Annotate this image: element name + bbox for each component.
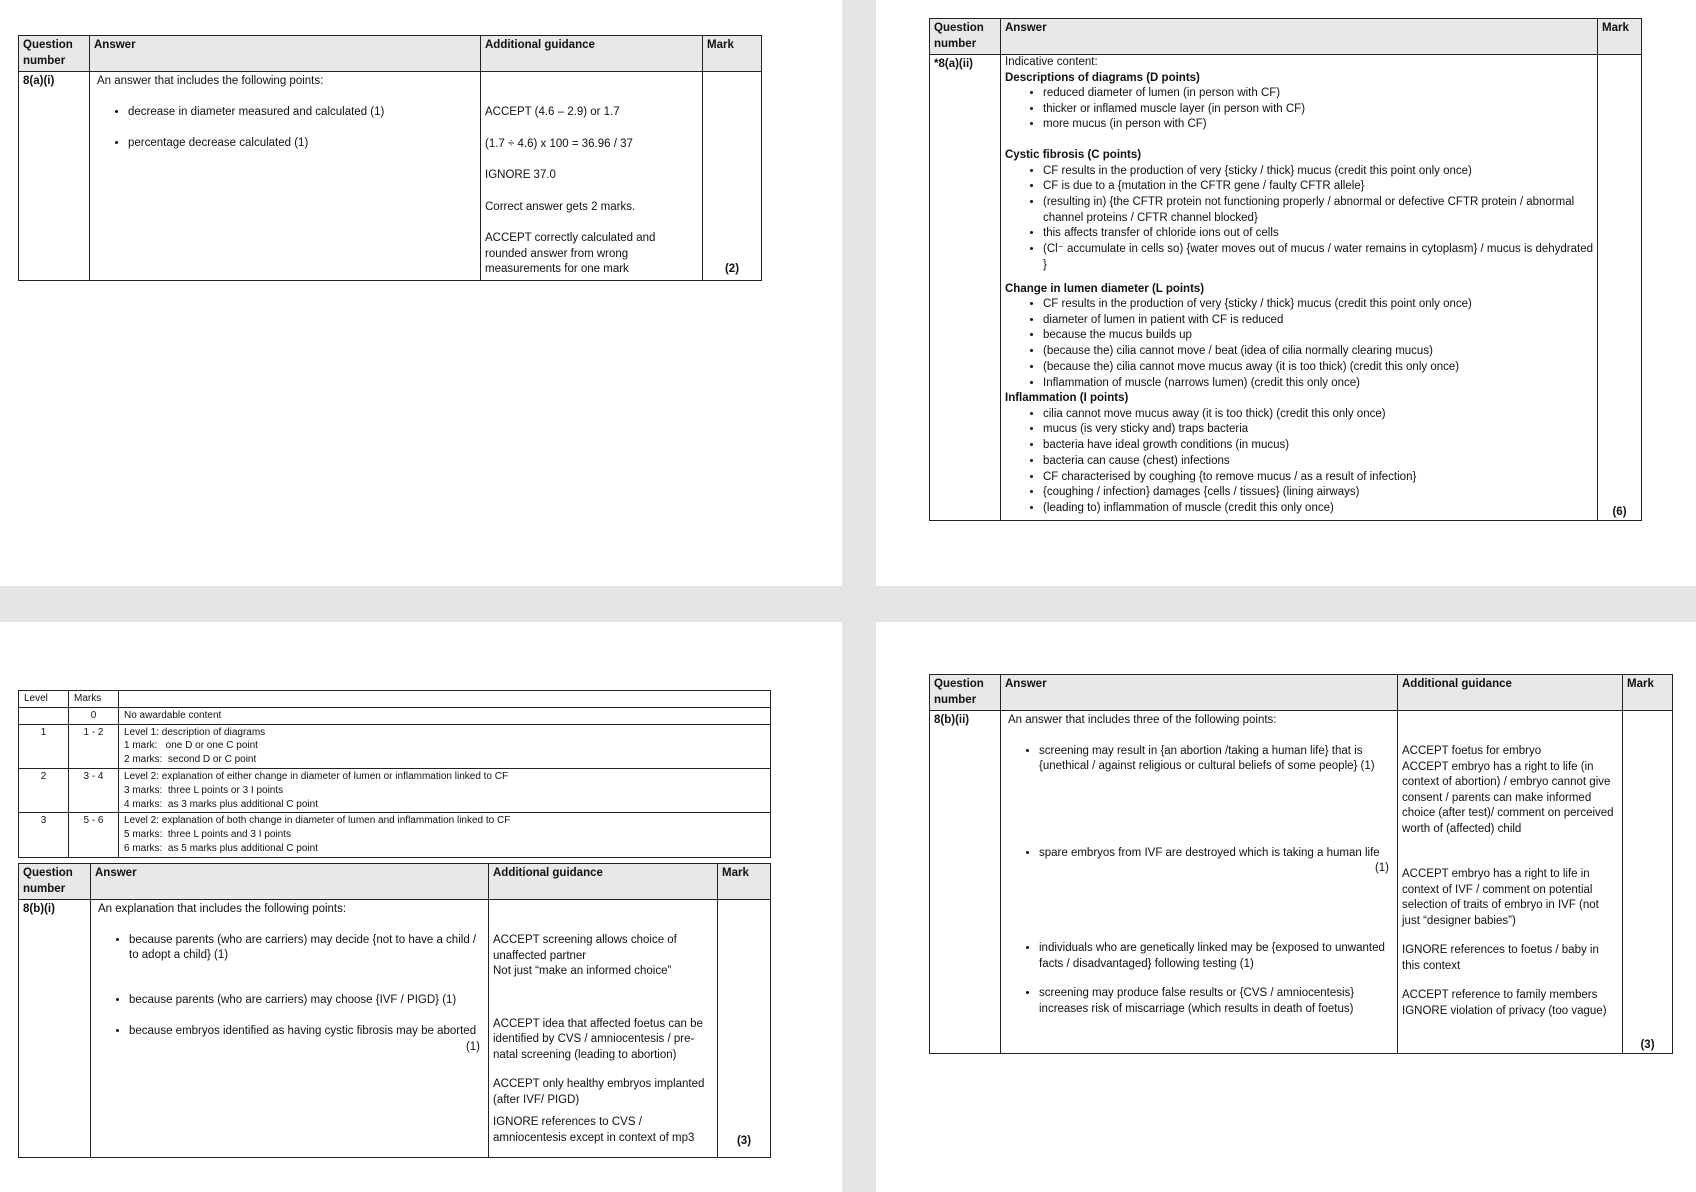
guidance-line: ACCEPT (4.6 – 2.9) or 1.7 — [485, 106, 620, 118]
answer-point-text: spare embryos from IVF are destroyed which is taking a human life — [1039, 846, 1380, 859]
mark-scheme-table-8ai — [18, 35, 762, 281]
answer-intro: An answer that includes three of the following points: — [1008, 714, 1277, 726]
indicative-point: • cilia cannot move mucus away (it is too thick) (credit this only once) — [1043, 407, 1593, 423]
descriptor-line: Level 2: explanation of either change in diameter of lumen or inflammation linked to CF — [124, 770, 509, 782]
guidance-line: ACCEPT reference to family members — [1402, 989, 1598, 1001]
descriptor-line: No awardable content — [124, 709, 222, 721]
header-question-number: Question number — [930, 675, 1001, 711]
descriptor-line: 1 mark: one D or one C point — [124, 740, 258, 752]
answer-point: • decrease in diameter measured and calculated (1) — [128, 105, 476, 121]
guidance-line: IGNORE references to foetus / baby in this context — [1402, 944, 1599, 972]
answer-cell — [1001, 711, 1398, 1054]
answer-point: • percentage decrease calculated (1) — [128, 136, 476, 152]
header-mark: Mark — [1598, 19, 1642, 55]
question-number: 8(b)(i) — [19, 900, 91, 1158]
section-title-d-points: Descriptions of diagrams (D points) — [1005, 71, 1200, 84]
guidance-line: IGNORE violation of privacy (too vague) — [1402, 1004, 1607, 1017]
indicative-point: • CF results in the production of very {sticky / thick} mucus (credit this point only once) — [1043, 297, 1593, 313]
page-8aii — [876, 0, 1696, 586]
level-cell — [19, 707, 69, 724]
mark-value: (3) — [1640, 1038, 1655, 1051]
section-title-l-points: Change in lumen diameter (L points) — [1005, 282, 1205, 295]
indicative-point: • (because the) cilia cannot move / beat (idea of cilia normally clearing mucus) — [1043, 344, 1593, 360]
guidance-line: IGNORE references to CVS / amniocentesis except in context of mp3 — [493, 1116, 695, 1144]
mark-cell — [718, 900, 771, 1158]
mark-cell — [1623, 711, 1673, 1054]
answer-point — [1039, 846, 1389, 874]
descriptor-line: Level 2: explanation of both change in diameter of lumen and inflammation linked to CF — [124, 815, 511, 827]
section-title-i-points: Inflammation (I points) — [1005, 392, 1129, 405]
answer-point: • screening may produce false results or {CVS / amniocentesis} increases risk of miscarriage (which results in death of foetus) — [1039, 986, 1389, 1017]
indicative-point: • because the mucus builds up — [1043, 328, 1593, 344]
guidance-line: Not just “make an informed choice” — [493, 965, 672, 977]
levels-header-marks: Marks — [69, 691, 119, 708]
indicative-point: • diameter of lumen in patient with CF is reduced — [1043, 313, 1593, 329]
answer-point-text: because embryos identified as having cystic fibrosis may be aborted — [129, 1025, 477, 1037]
answer-point-mark: (1) — [1374, 862, 1389, 874]
level-cell: 1 — [19, 724, 69, 768]
header-question-number: Question number — [19, 36, 90, 72]
page-levels-8bi — [0, 622, 842, 1192]
mark-scheme-table-8bii — [929, 674, 1673, 1054]
header-answer: Answer — [91, 864, 489, 900]
descriptor-cell — [119, 768, 771, 812]
descriptor-line: 3 marks: three L points or 3 I points — [124, 784, 284, 796]
descriptor-line: Level 1: description of diagrams — [124, 726, 266, 738]
marks-cell: 0 — [69, 707, 119, 724]
guidance-line: IGNORE 37.0 — [485, 169, 556, 181]
indicative-point: • (because the) cilia cannot move mucus away (it is too thick) (credit this only once) — [1043, 360, 1593, 376]
indicative-point: • (leading to) inflammation of muscle (credit this only once) — [1043, 501, 1593, 517]
header-guidance: Additional guidance — [1398, 675, 1623, 711]
header-answer: Answer — [1001, 675, 1398, 711]
answer-intro: Indicative content: — [1005, 56, 1098, 68]
answer-point-mark: (1) — [465, 1040, 480, 1053]
answer-cell — [1001, 55, 1598, 521]
answer-point: • screening may result in {an abortion /taking a human life} that is {unethical / against religious or cultural beliefs of some people} (1) — [1039, 744, 1389, 775]
marks-cell: 3 - 4 — [69, 768, 119, 812]
descriptor-line: 2 marks: second D or C point — [124, 754, 257, 766]
levels-header-level: Level — [19, 691, 69, 708]
levels-header-descriptor — [119, 691, 771, 708]
answer-cell — [91, 900, 489, 1158]
mark-scheme-table-8aii — [929, 18, 1642, 521]
marks-cell: 1 - 2 — [69, 724, 119, 768]
indicative-point: • CF characterised by coughing {to remove mucus / as a result of infection} — [1043, 470, 1593, 486]
header-answer: Answer — [1001, 19, 1598, 55]
guidance-line: ACCEPT only healthy embryos implanted (after IVF/ PIGD) — [493, 1078, 705, 1106]
answer-cell — [90, 72, 481, 281]
indicative-point: • {coughing / infection} damages {cells / tissues} (lining airways) — [1043, 485, 1593, 501]
answer-intro: An explanation that includes the following points: — [98, 903, 347, 915]
guidance-line: ACCEPT embryo has a right to life (in context of abortion) / embryo cannot give consent / parents can make informed choice (after test)/ comment on perceived worth of (affected) child — [1402, 760, 1614, 835]
mark-scheme-table-8bi — [18, 863, 771, 1158]
header-question-number: Question number — [930, 19, 1001, 55]
indicative-point: • bacteria can cause (chest) infections — [1043, 454, 1593, 470]
question-number: 8(a)(i) — [19, 72, 90, 281]
indicative-point: • (resulting in) {the CFTR protein not functioning properly / abnormal or defective CFTR protein / abnormal channel proteins / CFTR channel blocked} — [1043, 195, 1593, 226]
guidance-line: ACCEPT embryo has a right to life in context of IVF / comment on potential selection of traits of embryo in IVF (not just “designer babies”) — [1402, 868, 1599, 927]
header-mark: Mark — [718, 864, 771, 900]
indicative-point: • mucus (is very sticky and) traps bacteria — [1043, 422, 1593, 438]
mark-value: (6) — [1612, 505, 1627, 518]
guidance-line: Correct answer gets 2 marks. — [485, 200, 636, 213]
indicative-point: • thicker or inflamed muscle layer (in person with CF) — [1043, 102, 1593, 118]
answer-point: • individuals who are genetically linked may be {exposed to unwanted facts / disadvantaged} following testing (1) — [1039, 941, 1389, 972]
page-8ai — [0, 0, 842, 586]
levels-table — [18, 690, 771, 858]
guidance-line: ACCEPT idea that affected foetus can be identified by CVS / amniocentesis / pre-natal screening (leading to abortion) — [493, 1017, 703, 1061]
mark-value: (3) — [736, 1134, 752, 1147]
section-title-c-points: Cystic fibrosis (C points) — [1005, 149, 1142, 162]
indicative-point: • more mucus (in person with CF) — [1043, 117, 1593, 133]
question-number: *8(a)(ii) — [930, 55, 1001, 521]
indicative-point: • CF is due to a {mutation in the CFTR gene / faulty CFTR allele} — [1043, 179, 1593, 195]
guidance-line: ACCEPT foetus for embryo — [1402, 745, 1542, 757]
header-answer: Answer — [90, 36, 481, 72]
indicative-point: • this affects transfer of chloride ions out of cells — [1043, 226, 1593, 242]
answer-point: • because parents (who are carriers) may decide {not to have a child / to adopt a child} (1) — [129, 933, 480, 964]
question-number: 8(b)(ii) — [930, 711, 1001, 1054]
marks-cell: 5 - 6 — [69, 813, 119, 857]
header-mark: Mark — [1623, 675, 1673, 711]
indicative-point: • bacteria have ideal growth conditions (in mucus) — [1043, 438, 1593, 454]
guidance-cell — [481, 72, 703, 281]
descriptor-cell — [119, 707, 771, 724]
descriptor-line: 5 marks: three L points and 3 I points — [124, 829, 291, 841]
indicative-point: • Inflammation of muscle (narrows lumen) (credit this only once) — [1043, 376, 1593, 392]
mark-value: (2) — [724, 263, 740, 275]
answer-intro: An answer that includes the following points: — [97, 75, 324, 87]
descriptor-cell — [119, 813, 771, 857]
guidance-line: (1.7 ÷ 4.6) x 100 = 36.96 / 37 — [485, 137, 633, 150]
header-mark: Mark — [703, 36, 762, 72]
indicative-point: • reduced diameter of lumen (in person with CF) — [1043, 86, 1593, 102]
mark-cell — [1598, 55, 1642, 521]
answer-point: • because parents (who are carriers) may choose {IVF / PIGD} (1) — [129, 993, 480, 1009]
mark-cell — [703, 72, 762, 281]
answer-point — [129, 1024, 480, 1053]
descriptor-line: 6 marks: as 5 marks plus additional C point — [124, 842, 318, 854]
guidance-cell — [1398, 711, 1623, 1054]
descriptor-cell — [119, 724, 771, 768]
header-question-number: Question number — [19, 864, 91, 900]
level-cell: 2 — [19, 768, 69, 812]
descriptor-line: 4 marks: as 3 marks plus additional C point — [124, 798, 318, 810]
level-cell: 3 — [19, 813, 69, 857]
indicative-point: • CF results in the production of very {sticky / thick} mucus (credit this point only once) — [1043, 164, 1593, 180]
header-guidance: Additional guidance — [481, 36, 703, 72]
guidance-line: ACCEPT screening allows choice of unaffected partner — [493, 934, 677, 962]
header-guidance: Additional guidance — [489, 864, 718, 900]
guidance-line: ACCEPT correctly calculated and rounded answer from wrong measurements for one mark — [485, 232, 656, 275]
page-8bii — [876, 622, 1696, 1192]
indicative-point: • (Cl⁻ accumulate in cells so) {water moves out of mucus / water remains in cytoplasm} / mucus is dehydrated } — [1043, 242, 1593, 273]
guidance-cell — [489, 900, 718, 1158]
